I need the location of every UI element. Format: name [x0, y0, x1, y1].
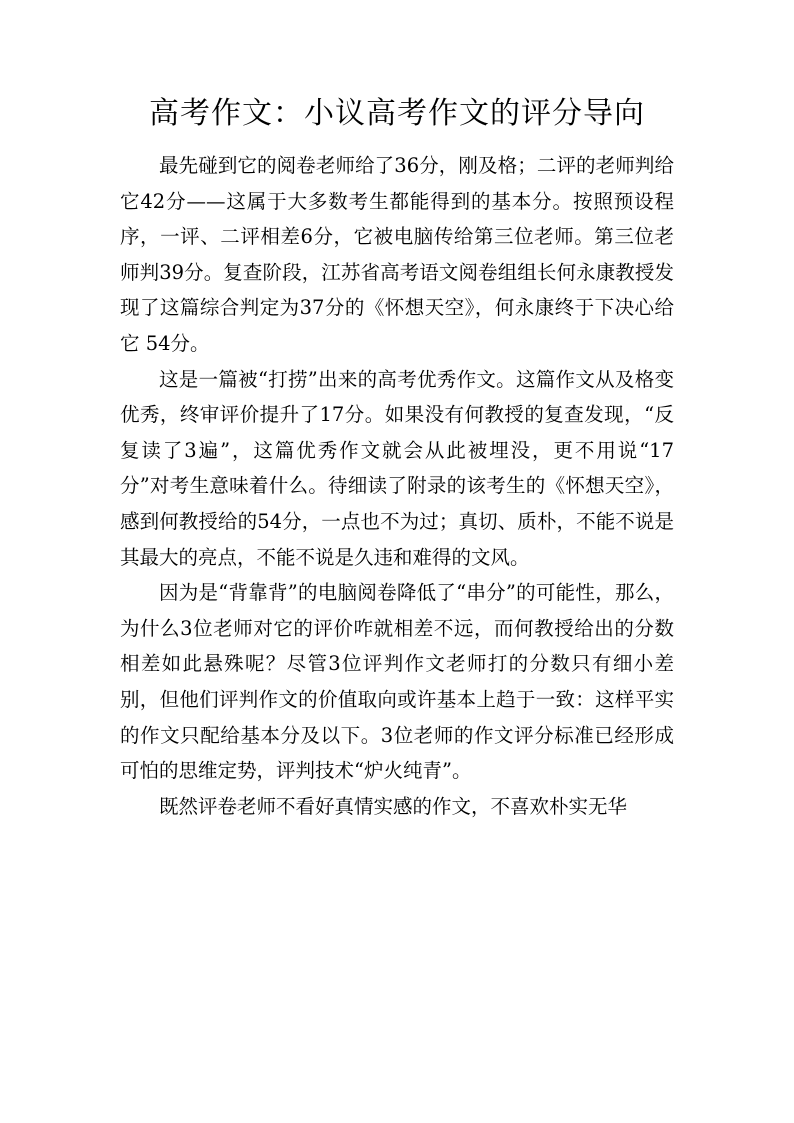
document-title: 高考作文：小议高考作文的评分导向 — [149, 96, 645, 131]
paragraph-1: 最先碰到它的阅卷老师给了36分，刚及格；二评的老师判给它42分——这属于大多数考生都能得到的基本分。按照预设程序，一评、二评相差6分，它被电脑传给第三位老师。第三位老师判39分。复查阶段，江苏省高考语文阅卷组组长何永康教授发现了这篇综合判定为37分的《怀想天空》，何永康终于下决心给它 54分。 — [120, 154, 674, 355]
paragraph-3: 因为是“背靠背”的电脑阅卷降低了“串分”的可能性，那么，为什么3位老师对它的评价咋就相差不远，而何教授给出的分数相差如此悬殊呢？尽管3位评判作文老师打的分数只有细小差别，但他们评判作文的价值取向或许基本上趋于一致：这样平实的作文只配给基本分及以下。3位老师的作文评分标准已经形成可怕的思维定势，评判技术“炉火纯青”。 — [120, 581, 674, 783]
paragraph-2: 这是一篇被“打捞”出来的高考优秀作文。这篇作文从及格变优秀，终审评价提升了17分。如果没有何教授的复查发现，“反复读了3遍”，这篇优秀作文就会从此被埋没，更不用说“17分”对考生意味着什么。待细读了附录的该考生的《怀想天空》，感到何教授给的54分，一点也不为过；真切、质朴，不能不说是其最大的亮点，不能不说是久违和难得的文风。 — [120, 367, 674, 569]
paragraph-4: 既然评卷老师不看好真情实感的作文，不喜欢朴实无华 — [159, 794, 628, 818]
